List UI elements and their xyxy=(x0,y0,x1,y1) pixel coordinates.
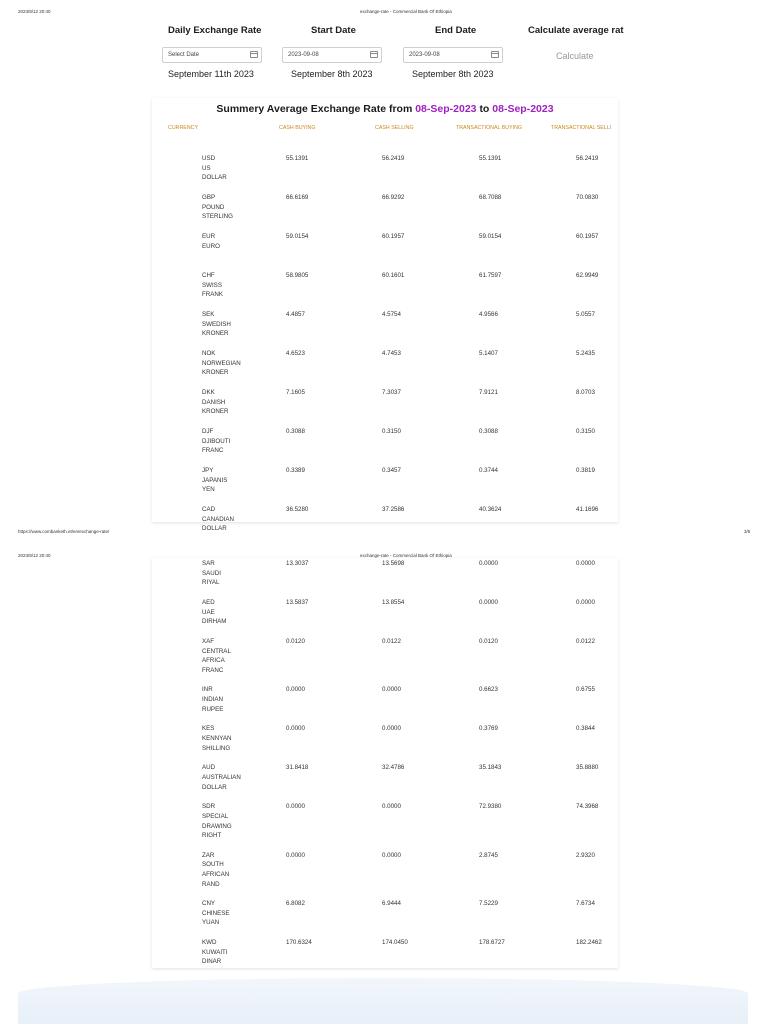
transactional-buying-value: 0.3744 xyxy=(479,467,498,474)
currency-cell xyxy=(202,466,257,495)
transactional-buying-value: 0.6623 xyxy=(479,686,498,694)
currency-code: DKK xyxy=(202,389,215,396)
transactional-selling-value: 41.1696 xyxy=(576,506,599,513)
transactional-buying-value: 55.1391 xyxy=(479,155,502,162)
daily-date-input[interactable] xyxy=(162,47,262,63)
transactional-buying-value: 7.9121 xyxy=(479,389,498,396)
transactional-selling-value: 56.2419 xyxy=(576,155,599,162)
rate-table-body xyxy=(152,559,618,977)
currency-cell xyxy=(202,154,257,183)
currency-name: SAUDI RIYAL xyxy=(202,569,221,587)
cash-buying-value: 0.3088 xyxy=(286,428,305,435)
currency-cell xyxy=(202,559,257,588)
transactional-selling-value: 8.0703 xyxy=(576,389,595,396)
transactional-buying-value: 35.1843 xyxy=(479,764,502,772)
currency-code: AED xyxy=(202,599,215,606)
start-date-input[interactable] xyxy=(282,47,382,63)
transactional-buying-value: 0.0000 xyxy=(479,599,498,606)
table-row xyxy=(152,899,618,938)
cash-selling-value: 66.9292 xyxy=(382,194,405,201)
cash-selling-value: 0.0000 xyxy=(382,851,401,859)
cash-buying-value: 4.4857 xyxy=(286,311,305,318)
cash-buying-value: 4.6523 xyxy=(286,350,305,357)
end-date-value: 2023-09-08 xyxy=(409,52,440,58)
cash-selling-value: 60.1601 xyxy=(382,272,405,279)
currency-name: AUSTRALIAN DOLLAR xyxy=(202,773,241,791)
print-timestamp: 2023/9/12 20:40 xyxy=(18,553,51,558)
cash-selling-value: 0.3150 xyxy=(382,428,401,435)
transactional-buying-value: 59.0154 xyxy=(479,233,502,240)
currency-cell xyxy=(202,310,257,339)
currency-name: JAPANIS YEN xyxy=(202,476,228,494)
summary-to-date: 08-Sep-2023 xyxy=(492,103,554,115)
cash-buying-value: 59.0154 xyxy=(286,233,309,240)
transactional-selling-value: 0.3150 xyxy=(576,428,595,435)
currency-cell xyxy=(202,802,257,840)
column-header-cash-selling: CASH SELLING xyxy=(375,125,414,131)
print-page-title: exchange-rate - Commercial Bank Of Ethiopia xyxy=(360,9,452,14)
summary-title xyxy=(152,103,618,115)
currency-code: DJF xyxy=(202,428,214,435)
column-header-transactional-selling: TRANSACTIONAL SELLI xyxy=(551,125,612,131)
currency-cell xyxy=(202,505,257,534)
transactional-buying-value: 0.3088 xyxy=(479,428,498,435)
print-page-number: 3/5 xyxy=(744,529,751,534)
table-row xyxy=(152,637,618,685)
daily-selected-date: September 11th 2023 xyxy=(168,69,254,79)
summary-card-continued xyxy=(152,558,618,968)
currency-name: DJIBOUTI FRANC xyxy=(202,437,231,455)
daily-date-placeholder: Select Date xyxy=(168,52,200,58)
table-row xyxy=(152,232,618,271)
cash-buying-value: 31.8418 xyxy=(286,764,309,772)
currency-name: INDIAN RUPEE xyxy=(202,695,224,713)
currency-name: KUWAITI DINAR xyxy=(202,948,228,966)
end-date-input[interactable] xyxy=(403,47,503,63)
summary-card xyxy=(152,98,618,533)
cash-selling-value: 174.0450 xyxy=(382,939,408,947)
currency-code: SEK xyxy=(202,311,215,318)
currency-code: ZAR xyxy=(202,851,215,859)
cash-buying-value: 7.1605 xyxy=(286,389,305,396)
transactional-selling-value: 0.0122 xyxy=(576,638,595,645)
calculate-button[interactable]: Calculate xyxy=(556,51,594,61)
cash-selling-value: 0.0122 xyxy=(382,638,401,645)
currency-code: CNY xyxy=(202,900,216,908)
table-row xyxy=(152,427,618,466)
table-row xyxy=(152,154,618,193)
currency-code: CAD xyxy=(202,506,216,513)
table-row xyxy=(152,193,618,232)
footer-wave xyxy=(18,978,748,1024)
table-row xyxy=(152,802,618,850)
daily-rate-heading: Daily Exchange Rate xyxy=(168,25,262,36)
end-selected-date: September 8th 2023 xyxy=(412,69,494,79)
cash-buying-value: 170.6324 xyxy=(286,939,312,947)
currency-code: EUR xyxy=(202,233,216,240)
cash-selling-value: 60.1957 xyxy=(382,233,405,240)
summary-to-word: to xyxy=(479,103,490,115)
transactional-selling-value: 60.1957 xyxy=(576,233,599,240)
transactional-selling-value: 0.0000 xyxy=(576,599,595,606)
transactional-buying-value: 178.6727 xyxy=(479,939,505,947)
table-row xyxy=(152,559,618,598)
cash-buying-value: 0.0000 xyxy=(286,686,305,694)
cash-selling-value: 37.2586 xyxy=(382,506,405,513)
table-row xyxy=(152,851,618,899)
transactional-selling-value: 7.6734 xyxy=(576,900,595,908)
cash-buying-value: 0.0000 xyxy=(286,851,305,859)
average-rate-heading: Calculate average rat xyxy=(528,25,624,36)
calendar-icon[interactable] xyxy=(250,51,258,58)
cash-selling-value: 4.7453 xyxy=(382,350,401,357)
print-url: https://www.combanketh.et/en/exchange-rate/ xyxy=(18,529,110,534)
column-header-cash-buying: CASH BUYING xyxy=(279,125,316,131)
cash-buying-value: 36.5280 xyxy=(286,506,309,513)
cash-selling-value: 7.3037 xyxy=(382,389,401,396)
transactional-buying-value: 0.0000 xyxy=(479,560,498,567)
transactional-selling-value: 70.0830 xyxy=(576,194,599,201)
currency-cell xyxy=(202,271,257,300)
currency-cell xyxy=(202,938,257,967)
transactional-buying-value: 4.9566 xyxy=(479,311,498,318)
calendar-icon[interactable] xyxy=(370,51,378,58)
currency-cell xyxy=(202,763,257,792)
transactional-buying-value: 2.8745 xyxy=(479,851,498,859)
currency-cell xyxy=(202,899,257,928)
currency-name: UAE DIRHAM xyxy=(202,608,227,626)
cash-selling-value: 56.2419 xyxy=(382,155,405,162)
transactional-selling-value: 62.9949 xyxy=(576,272,599,279)
currency-cell xyxy=(202,388,257,417)
currency-name: CENTRAL AFRICA FRANC xyxy=(202,647,231,674)
table-row xyxy=(152,505,618,544)
currency-cell xyxy=(202,637,257,675)
cash-buying-value: 0.0120 xyxy=(286,638,305,645)
currency-code: KWD xyxy=(202,939,217,947)
currency-name: US DOLLAR xyxy=(202,164,227,182)
table-row xyxy=(152,271,618,310)
currency-cell xyxy=(202,724,257,753)
table-row xyxy=(152,938,618,977)
transactional-buying-value: 0.0120 xyxy=(479,638,498,645)
transactional-buying-value: 5.1407 xyxy=(479,350,498,357)
currency-name: SWISS FRANK xyxy=(202,281,223,299)
summary-from-date: 08-Sep-2023 xyxy=(415,103,477,115)
currency-code: CHF xyxy=(202,272,215,279)
cash-buying-value: 13.3037 xyxy=(286,560,309,567)
cash-selling-value: 6.9444 xyxy=(382,900,401,908)
cash-buying-value: 0.3389 xyxy=(286,467,305,474)
currency-code: SDR xyxy=(202,803,216,811)
column-header-currency: CURRENCY xyxy=(168,125,199,131)
currency-cell xyxy=(202,598,257,627)
currency-cell xyxy=(202,851,257,889)
transactional-buying-value: 68.7088 xyxy=(479,194,502,201)
cash-buying-value: 13.5837 xyxy=(286,599,309,606)
transactional-selling-value: 35.8880 xyxy=(576,764,599,772)
transactional-buying-value: 7.5229 xyxy=(479,900,498,908)
currency-cell xyxy=(202,427,257,456)
cash-selling-value: 0.0000 xyxy=(382,725,401,733)
calendar-icon[interactable] xyxy=(491,51,499,58)
currency-code: GBP xyxy=(202,194,216,201)
currency-name: SWEDISH KRONER xyxy=(202,320,231,338)
currency-code: INR xyxy=(202,686,213,694)
table-row xyxy=(152,763,618,802)
start-date-value: 2023-09-08 xyxy=(288,52,319,58)
table-row xyxy=(152,310,618,349)
transactional-selling-value: 0.6755 xyxy=(576,686,595,694)
currency-code: JPY xyxy=(202,467,214,474)
transactional-selling-value: 2.9320 xyxy=(576,851,595,859)
cash-selling-value: 13.8554 xyxy=(382,599,405,606)
transactional-selling-value: 0.0000 xyxy=(576,560,595,567)
currency-code: KES xyxy=(202,725,215,733)
currency-code: USD xyxy=(202,155,216,162)
currency-name: EURO xyxy=(202,242,220,250)
table-row xyxy=(152,388,618,427)
table-row xyxy=(152,349,618,388)
currency-code: NOK xyxy=(202,350,216,357)
transactional-selling-value: 0.3819 xyxy=(576,467,595,474)
transactional-selling-value: 0.3844 xyxy=(576,725,595,733)
currency-cell xyxy=(202,232,257,251)
transactional-buying-value: 72.9380 xyxy=(479,803,502,811)
cash-buying-value: 58.9805 xyxy=(286,272,309,279)
cash-selling-value: 13.5698 xyxy=(382,560,405,567)
currency-name: NORWEGIAN KRONER xyxy=(202,359,241,377)
currency-name: CANADIAN DOLLAR xyxy=(202,515,234,533)
cash-buying-value: 0.0000 xyxy=(286,803,305,811)
cash-buying-value: 55.1391 xyxy=(286,155,309,162)
transactional-selling-value: 74.3968 xyxy=(576,803,599,811)
transactional-buying-value: 61.7597 xyxy=(479,272,502,279)
cash-buying-value: 6.8082 xyxy=(286,900,305,908)
table-row xyxy=(152,598,618,637)
start-date-heading: Start Date xyxy=(311,25,356,36)
print-page-title: exchange-rate - Commercial Bank Of Ethiopia xyxy=(360,553,452,558)
cash-selling-value: 0.0000 xyxy=(382,803,401,811)
transactional-buying-value: 40.3624 xyxy=(479,506,502,513)
currency-cell xyxy=(202,685,257,714)
currency-name: SOUTH AFRICAN RAND xyxy=(202,861,230,888)
cash-selling-value: 4.5754 xyxy=(382,311,401,318)
cash-selling-value: 0.3457 xyxy=(382,467,401,474)
currency-cell xyxy=(202,349,257,378)
currency-code: AUD xyxy=(202,764,216,772)
cash-buying-value: 0.0000 xyxy=(286,725,305,733)
table-row xyxy=(152,724,618,763)
transactional-selling-value: 5.0557 xyxy=(576,311,595,318)
currency-name: DANISH KRONER xyxy=(202,398,229,416)
column-header-transactional-buying: TRANSACTIONAL BUYING xyxy=(456,125,523,131)
cash-selling-value: 0.0000 xyxy=(382,686,401,694)
currency-cell xyxy=(202,193,257,222)
transactional-selling-value: 182.2462 xyxy=(576,939,602,947)
currency-name: SPECIAL DRAWING RIGHT xyxy=(202,812,232,840)
currency-code: XAF xyxy=(202,638,215,645)
end-date-heading: End Date xyxy=(435,25,477,36)
table-row xyxy=(152,466,618,505)
transactional-buying-value: 0.3769 xyxy=(479,725,498,733)
currency-code: SAR xyxy=(202,560,215,567)
transactional-selling-value: 5.2435 xyxy=(576,350,595,357)
print-timestamp: 2023/9/12 20:40 xyxy=(18,9,51,14)
currency-name: KENNYAN SHILLING xyxy=(202,734,232,752)
start-selected-date: September 8th 2023 xyxy=(291,69,373,79)
currency-name: POUND STERLING xyxy=(202,203,233,221)
table-row xyxy=(152,685,618,724)
currency-name: CHINESE YUAN xyxy=(202,909,230,927)
summary-title-prefix: Summery Average Exchange Rate from xyxy=(216,103,413,115)
rate-table-body xyxy=(152,154,618,544)
cash-selling-value: 32.4786 xyxy=(382,764,405,772)
cash-buying-value: 66.6169 xyxy=(286,194,309,201)
